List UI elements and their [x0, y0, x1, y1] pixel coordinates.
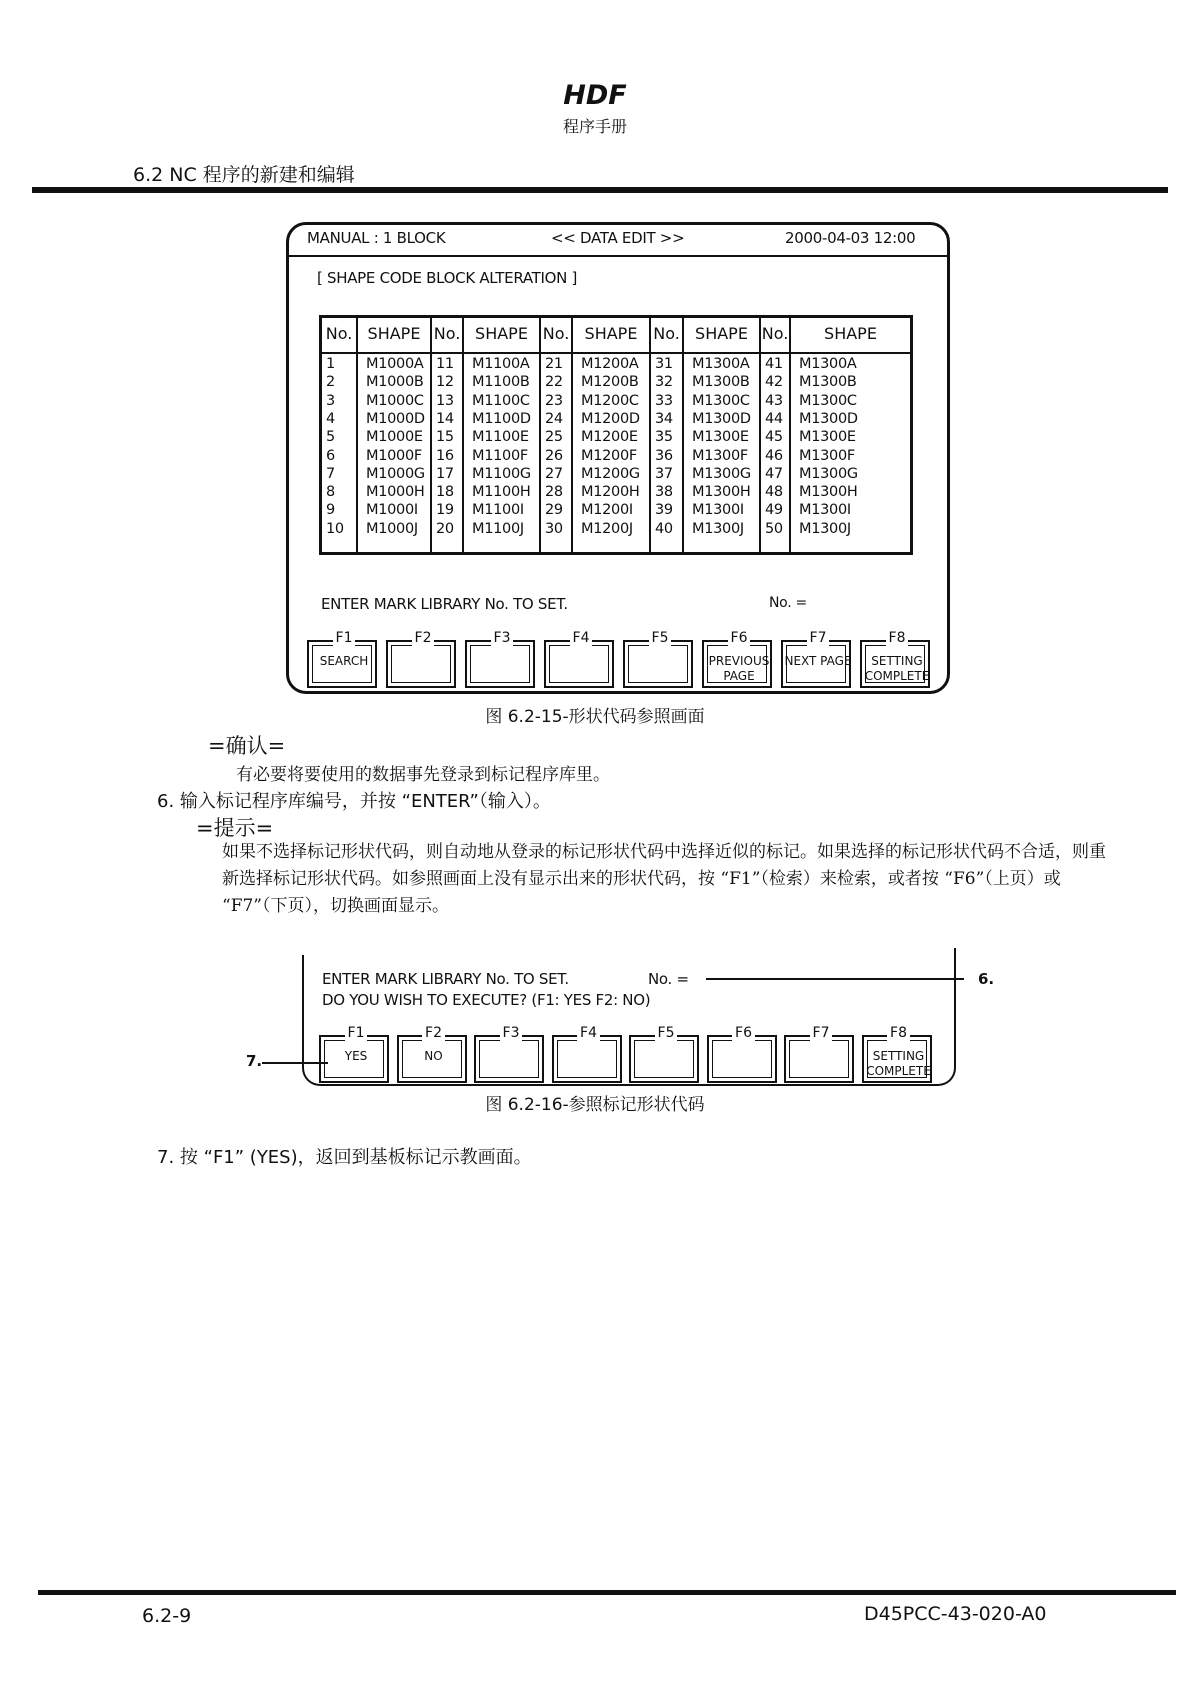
title-divider — [289, 255, 947, 257]
cell-no: 49 — [765, 502, 783, 519]
cell-no: 30 — [545, 520, 563, 537]
cell-no: 42 — [765, 374, 783, 391]
cell-no: 36 — [655, 447, 673, 464]
cell-shape[interactable]: M1100J — [472, 520, 524, 537]
cell-shape[interactable]: M1000F — [366, 447, 422, 464]
cell-shape[interactable]: M1100I — [472, 502, 524, 519]
fkey-f7-button[interactable] — [784, 1025, 854, 1083]
fkey-label: F2 — [422, 1025, 445, 1041]
cell-shape[interactable]: M1300B — [692, 374, 750, 391]
cell-no: 7 — [326, 465, 335, 482]
fkey-label: F6 — [728, 630, 751, 646]
fkey-inner-frame — [557, 1040, 617, 1078]
cell-no: 43 — [765, 392, 783, 409]
cell-no: 12 — [436, 374, 454, 391]
cell-shape[interactable]: M1100F — [472, 447, 528, 464]
fkey-f1-button[interactable] — [319, 1025, 389, 1083]
cell-no: 44 — [765, 410, 783, 427]
page-number: 6.2-9 — [142, 1605, 192, 1627]
fkey-label: F8 — [886, 630, 909, 646]
fkey-f2-button[interactable] — [397, 1025, 467, 1083]
fkey-f6-button[interactable] — [702, 630, 772, 688]
cell-shape[interactable]: M1000E — [366, 429, 423, 446]
cell-no: 38 — [655, 484, 673, 501]
fkey-text: SETTING COMPLETE — [864, 654, 930, 683]
cell-no: 4 — [326, 410, 335, 427]
cell-no: 32 — [655, 374, 673, 391]
cell-shape[interactable]: M1000C — [366, 392, 424, 409]
cell-shape[interactable]: M1300J — [799, 520, 851, 537]
screen-name: << DATA EDIT >> — [551, 229, 685, 247]
cell-no: 18 — [436, 484, 454, 501]
cell-shape[interactable]: M1200G — [581, 465, 640, 482]
fkey-f6-button[interactable] — [707, 1025, 777, 1083]
callout-tick-6 — [954, 948, 956, 978]
callout-label-6: 6. — [978, 970, 995, 988]
no-input-label-2: No. = — [648, 970, 689, 988]
cell-shape[interactable]: M1100C — [472, 392, 530, 409]
cell-shape[interactable]: M1300J — [692, 520, 744, 537]
cell-no: 13 — [436, 392, 454, 409]
cell-no: 40 — [655, 520, 673, 537]
fkey-label: F6 — [732, 1025, 755, 1041]
cell-shape[interactable]: M1300H — [692, 484, 751, 501]
header-shape: SHAPE — [824, 324, 877, 343]
cell-shape[interactable]: M1300C — [692, 392, 750, 409]
cell-no: 10 — [326, 520, 344, 537]
cell-shape[interactable]: M1200A — [581, 356, 639, 372]
cell-no: 41 — [765, 356, 783, 372]
cell-shape[interactable]: M1300H — [799, 484, 858, 501]
execute-question: DO YOU WISH TO EXECUTE? (F1: YES F2: NO) — [322, 991, 651, 1009]
header-shape: SHAPE — [695, 324, 748, 343]
document-code: D45PCC-43-020-A0 — [864, 1603, 1047, 1625]
cell-shape[interactable]: M1200C — [581, 392, 639, 409]
hint-heading: =提示= — [196, 816, 274, 840]
screen-heading: [ SHAPE CODE BLOCK ALTERATION ] — [317, 269, 578, 287]
cell-shape[interactable]: M1200H — [581, 484, 640, 501]
header-shape: SHAPE — [584, 324, 638, 343]
step-7: 7. 按 “F1” (YES)，返回到基板标记示教画面。 — [157, 1147, 532, 1168]
cell-shape[interactable]: M1000H — [366, 484, 425, 501]
cell-shape[interactable]: M1300D — [692, 410, 751, 427]
fkey-f4-button[interactable] — [552, 1025, 622, 1083]
fkey-inner-frame — [470, 645, 530, 683]
header-divider — [322, 352, 910, 354]
cell-no: 46 — [765, 447, 783, 464]
fkey-f4-button[interactable] — [544, 630, 614, 688]
fkey-inner-frame — [391, 645, 451, 683]
cell-shape[interactable]: M1200F — [581, 447, 637, 464]
fkey-label: F4 — [570, 630, 593, 646]
fkey-inner-frame — [712, 1040, 772, 1078]
cell-no: 1 — [326, 356, 335, 372]
cell-no: 31 — [655, 356, 673, 372]
fkey-label: F5 — [649, 630, 672, 646]
cell-shape[interactable]: M1300E — [692, 429, 749, 446]
manual-subtitle: 程序手册 — [562, 117, 627, 136]
cell-shape[interactable]: M1300I — [799, 502, 851, 519]
cell-no: 33 — [655, 392, 673, 409]
shape-code-screen — [286, 222, 950, 694]
cell-no: 29 — [545, 502, 563, 519]
header-no: No. — [433, 324, 461, 343]
cell-no: 19 — [436, 502, 454, 519]
cell-shape[interactable]: M1300F — [799, 447, 855, 464]
cell-shape[interactable]: M1200B — [581, 374, 639, 391]
cell-shape[interactable]: M1200I — [581, 502, 633, 519]
cell-shape[interactable]: M1300E — [799, 429, 856, 446]
cell-shape[interactable]: M1300G — [799, 465, 858, 482]
cell-no: 2 — [326, 374, 335, 391]
top-rule — [32, 187, 1168, 193]
cell-no: 35 — [655, 429, 673, 446]
cell-shape[interactable]: M1300G — [692, 465, 751, 482]
cell-no: 47 — [765, 465, 783, 482]
cell-shape[interactable]: M1100G — [472, 465, 531, 482]
cell-no: 21 — [545, 356, 563, 372]
cell-shape[interactable]: M1100E — [472, 429, 529, 446]
fkey-text: YES — [344, 1049, 368, 1063]
enter-prompt-2: ENTER MARK LIBRARY No. TO SET. — [322, 970, 569, 988]
fkey-label: F7 — [810, 1025, 833, 1041]
cell-no: 22 — [545, 374, 563, 391]
header-shape: SHAPE — [367, 324, 421, 343]
cell-no: 26 — [545, 447, 563, 464]
cell-shape[interactable]: M1300A — [692, 356, 750, 372]
cell-shape[interactable]: M1000D — [366, 410, 425, 427]
cell-shape[interactable]: M1300B — [799, 374, 857, 391]
hint-text: 如果不选择标记形状代码，则自动地从登录的标记形状代码中选择近似的标记。如果选择的标记形状代码不合适，则重新选择标记形状代码。如参照画面上没有显示出来的形状代码，按 “F1”（检索）来检索，或者按 “F6”（上页）或 “F7”（下页），切换画面显示。 — [222, 842, 1106, 916]
cell-no: 9 — [326, 502, 335, 519]
confirm-heading: =确认= — [208, 734, 286, 758]
cell-shape[interactable]: M1000A — [366, 356, 424, 372]
cell-no: 11 — [436, 356, 454, 372]
cell-no: 3 — [326, 392, 335, 409]
figure-caption-16: 图 6.2-16-参照标记形状代码 — [485, 1095, 705, 1115]
fkey-label: F3 — [500, 1025, 523, 1041]
fkey-label: F5 — [655, 1025, 678, 1041]
fkey-text: NO — [424, 1049, 443, 1063]
cell-shape[interactable]: M1100B — [472, 374, 530, 391]
fkey-label: F7 — [807, 630, 830, 646]
fkey-f1-button[interactable] — [307, 630, 377, 688]
cell-no: 25 — [545, 429, 563, 446]
fkey-inner-frame — [789, 1040, 849, 1078]
step-6: 6. 输入标记程序库编号，并按 “ENTER”（输入）。 — [157, 791, 551, 812]
fkey-text: SEARCH — [319, 654, 369, 668]
cell-no: 17 — [436, 465, 454, 482]
cell-no: 20 — [436, 520, 454, 537]
cell-no: 8 — [326, 484, 335, 501]
header-no: No. — [761, 324, 789, 343]
fkey-label: F2 — [412, 630, 435, 646]
cell-shape[interactable]: M1300I — [692, 502, 744, 519]
cell-shape[interactable]: M1000G — [366, 465, 425, 482]
callout-line-6 — [706, 978, 964, 980]
fkey-label: F4 — [577, 1025, 600, 1041]
fkey-f5-button[interactable] — [623, 630, 693, 688]
confirm-text: 有必要将要使用的数据事先登录到标记程序库里。 — [236, 765, 610, 785]
cell-shape[interactable]: M1200J — [581, 520, 633, 537]
cell-shape[interactable]: M1100D — [472, 410, 531, 427]
header-no: No. — [325, 324, 353, 343]
section-title: 6.2 NC 程序的新建和编辑 — [133, 164, 355, 186]
datetime-label: 2000-04-03 12:00 — [785, 229, 916, 247]
cell-no: 37 — [655, 465, 673, 482]
fkey-f8-button[interactable] — [860, 630, 930, 688]
cell-no: 27 — [545, 465, 563, 482]
fkey-label: F8 — [887, 1025, 910, 1041]
fkey-label: F3 — [491, 630, 514, 646]
fkey-f7-button[interactable] — [781, 630, 852, 688]
header-no: No. — [542, 324, 570, 343]
cell-shape[interactable]: M1000B — [366, 374, 424, 391]
fkey-text: SETTING COMPLETE — [866, 1049, 931, 1078]
cell-shape[interactable]: M1100A — [472, 356, 530, 372]
fkey-f3-button[interactable] — [465, 630, 535, 688]
header-shape: SHAPE — [475, 324, 528, 343]
shape-table — [319, 315, 913, 555]
fkey-inner-frame — [479, 1040, 539, 1078]
callout-label-7: 7. — [246, 1052, 263, 1070]
cell-shape[interactable]: M1300F — [692, 447, 748, 464]
cell-no: 28 — [545, 484, 563, 501]
mode-label: MANUAL : 1 BLOCK — [307, 229, 446, 247]
cell-no: 39 — [655, 502, 673, 519]
header-no: No. — [653, 324, 680, 343]
fkey-f2-button[interactable] — [386, 630, 456, 688]
cell-no: 24 — [545, 410, 563, 427]
cell-no: 6 — [326, 447, 335, 464]
brand-title: HDF — [563, 80, 627, 111]
cell-no: 50 — [765, 520, 783, 537]
fkey-f3-button[interactable] — [474, 1025, 544, 1083]
fkey-text: PREVIOUS PAGE — [708, 654, 770, 683]
cell-shape[interactable]: M1000I — [366, 502, 418, 519]
cell-no: 23 — [545, 392, 563, 409]
figure-caption-15: 图 6.2-15-形状代码参照画面 — [485, 707, 705, 727]
cell-no: 5 — [326, 429, 335, 446]
fkey-f8-button[interactable] — [862, 1025, 932, 1083]
no-input-label: No. = — [769, 595, 807, 611]
fkey-inner-frame — [628, 645, 688, 683]
cell-shape[interactable]: M1000J — [366, 520, 418, 537]
cell-shape[interactable]: M1300A — [799, 356, 857, 372]
cell-no: 34 — [655, 410, 673, 427]
cell-no: 16 — [436, 447, 454, 464]
fkey-inner-frame — [634, 1040, 694, 1078]
cell-shape[interactable]: M1200D — [581, 410, 640, 427]
cell-no: 48 — [765, 484, 783, 501]
cell-no: 45 — [765, 429, 783, 446]
cell-shape[interactable]: M1100H — [472, 484, 531, 501]
cell-no: 15 — [436, 429, 454, 446]
bottom-rule — [38, 1590, 1176, 1595]
cell-shape[interactable]: M1300D — [799, 410, 858, 427]
fkey-label: F1 — [333, 630, 356, 646]
fkey-label: F1 — [345, 1025, 368, 1041]
fkey-f5-button[interactable] — [629, 1025, 699, 1083]
fkey-text: NEXT PAGE — [784, 654, 852, 668]
cell-shape[interactable]: M1300C — [799, 392, 857, 409]
cell-no: 14 — [436, 410, 454, 427]
enter-prompt: ENTER MARK LIBRARY No. TO SET. — [321, 595, 568, 613]
cell-shape[interactable]: M1200E — [581, 429, 638, 446]
fkey-inner-frame — [549, 645, 609, 683]
